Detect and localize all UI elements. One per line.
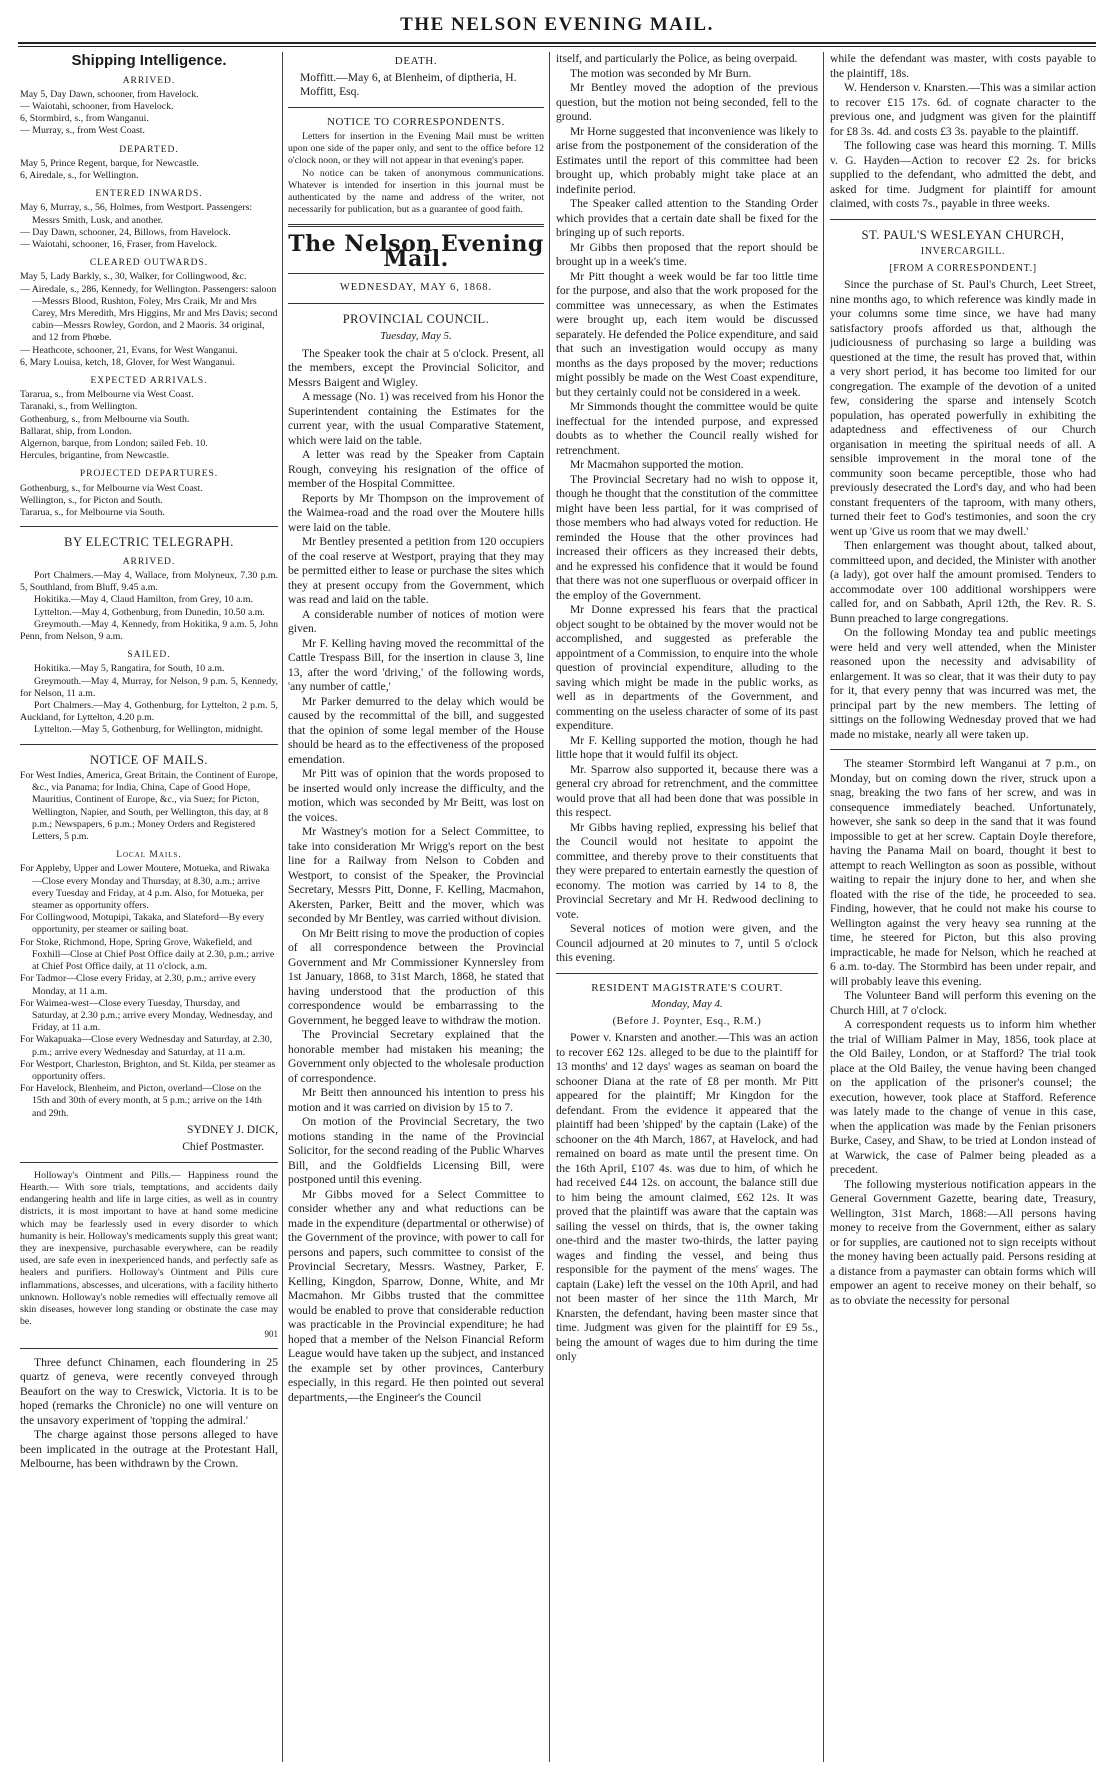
list-item: Gothenburg, s., for Melbourne via West Coast. [20,482,203,494]
telegraph-arrived-heading: ARRIVED. [122,556,176,567]
list-item: Greymouth.—May 4, Kennedy, from Hokitika, 9 a.m. 5, John Penn, from Nelson, 9 a.m. [20,618,278,642]
council-paragraph: The Provincial Secretary had no wish to oppose it, though he thought that the constitution of the committee might have been less partial, for it was comprised of those members who had always voted for reduction. He reminded the House that the other provinces had increased their officers as they increased their debts, and he expressed his confidence that it would be found that there was not one superfluous or overpaid officer in the employ of the Government. [556,472,818,602]
council-paragraph: Mr F. Kelling having moved the recommittal of the Cattle Trespass Bill, for the insertion in clause 3, line 13, after the word 'driving,' of the following words, 'any number of cattle,' [288,636,544,694]
list-item: Hercules, brigantine, from Newcastle. [20,450,170,462]
list-item: For Appleby, Upper and Lower Moutere, Motueka, and Riwaka—Close every Monday and Thursday, at 8.30, a.m.; arrive every Tuesday and Friday, at 4 p.m. Also, for Motueka, per steamer as opportunity offers. [20,863,270,912]
advert-ref: 901 [264,1329,278,1340]
local-mails-heading: Local Mails. [116,850,182,861]
section-divider [20,744,278,745]
list-item: For Stoke, Richmond, Hope, Spring Grove, Wakefield, and Foxhill—Close at Chief Post Office daily at 2.30, p.m.; arrive at Chief Post Office daily, at 11 o'clock, a.m. [20,936,275,973]
list-item: May 5, Day Dawn, schooner, from Havelock. [20,88,199,100]
list-item: 6, Stormbird, s., from Wanganui. [20,113,149,125]
council-paragraph: Mr Beitt then announced his intention to press his motion and it was carried on division by 15 to 7. [288,1086,544,1114]
council-paragraph: A message (No. 1) was received from his Honor the Superintendent containing the Estimates for the current year, with the usual Comparative Statement, which were laid on the table. [288,390,544,447]
newspaper-title: THE NELSON EVENING MAIL. [400,14,714,35]
list-item: — Heathcote, schooner, 21, Evans, for West Wanganui. [20,344,238,356]
list-item: For Collingwood, Motupipi, Takaka, and Slateford—By every opportunity, per steamer or sailing boat. [20,912,265,936]
court-date: Monday, May 4. [651,998,723,1010]
council-paragraph: Mr. Sparrow also supported it, because there was a general cry abroad for retrenchment, and the committee would prove that all had been done that was possible in this respect. [556,762,818,819]
shipping-cleared-heading: CLEARED OUTWARDS. [89,258,209,269]
council-heading: PROVINCIAL COUNCIL. [342,311,490,326]
list-item: For Havelock, Blenheim, and Picton, overland—Close on the 15th and 30th of every month, at 5 p.m.; arrive on the 14th and 29th. [20,1083,262,1119]
council-paragraph: Mr Macmahon supported the motion. [570,458,744,471]
section-divider [830,219,1096,220]
mails-heading: NOTICE OF MAILS. [89,752,209,767]
council-paragraph: The Provincial Secretary explained that the honorable member had mistaken his meaning; the Government only objected to the wholesale production of correspondence. [288,1028,544,1085]
list-item: For Westport, Charleston, Brighton, and St. Kilda, per steamer as opportunity offers. [20,1058,276,1082]
church-paragraph: On the following Monday tea and public meetings were held and very well attended, when the Minister reasoned upon the necessity and advisability of enlargement. It was so clear, that it was their duty to pay for it, that every penny that was incurred was met, the principal part by the new members. The letting of sittings on the following Wednesday proved that we had made no mistake, nearly all were taken up. [830,626,1096,741]
council-paragraph: Mr Wastney's motion for a Select Committee, to take into consideration Mr Wrigg's report on the best line for a Railway from Nelson to Cobden and Westport, to consist of the Speaker, the Provincial Secretary, Messrs Pitt, Donne, F. Kelling, Macmahon, Akersten, Parker, Beitt and the mover, which was seconded by Mr Bentley, was carried without division. [288,825,544,926]
council-paragraph: A letter was read by the Speaker from Captain Rough, conveying his resignation of the office of member of the Hospital Committee. [288,448,544,491]
masthead-rule [18,42,1096,47]
section-divider [288,224,544,227]
section-divider [20,1162,278,1163]
list-item: For Waimea-west—Close every Tuesday, Thursday, and Saturday, at 2.30 p.m.; arrive every Monday, Wednesday, and Friday, at 11 a.m. [20,997,273,1034]
council-paragraph: Mr Bentley moved the adoption of the previous question, but the motion not being seconded, fell to the ground. [556,81,818,123]
list-item: — Waiotahi, schooner, 16, Fraser, from Havelock. [20,238,218,250]
list-item: For Tadmor—Close every Friday, at 2.30, p.m.; arrive every Monday, at 11 a.m. [20,973,257,997]
nameplate: The Nelson Evening Mail. [288,231,544,272]
council-paragraph: Several notices of motion were given, and the Council adjourned at 20 minutes to 7, until 5 o'clock this evening. [556,922,818,964]
news-paragraph: A correspondent requests us to inform him whether the trial of William Palmer in May, 1856, took place at the Old Bailey, London, or at Stafford? The trial took place at the Old Bailey, the venue having been changed on the application of the prisoner's counsel; the execution, however, took place at Stafford. Reference was lately made to the change of venue in this case, when the application was made by the Fenian prisoners Burke, Casey, and Shaw, to be tried at London instead of at Warwick, the case of Palmer being pleaded as a precedent. [830,1018,1096,1176]
council-paragraph: Mr Bentley presented a petition from 120 occupiers of the coal reserve at Westport, praying that they may be permitted either to lease or purchase the sites which they at present occupy from the Government, which was read and laid on the table. [288,535,544,607]
section-divider [556,973,818,974]
shipping-entered-heading: ENTERED INWARDS. [95,189,203,200]
correspondents-text: Letters for insertion in the Evening Mail must be written upon one side of the paper only, and sent to the office before 12 o'clock noon, or they will not appear in that evening's paper. [288,131,544,167]
column-3 [556,52,818,1762]
list-item: — Day Dawn, schooner, 24, Billows, from Havelock. [20,226,231,238]
list-item: Port Chalmers.—May 4, Wallace, from Molyneux, 7.30 p.m. 5, Southland, from Bluff, 9.45 a.m. [20,569,278,594]
council-paragraph: itself, and particularly the Police, as being overpaid. [556,52,798,65]
list-item: For Wakapuaka—Close every Wednesday and Saturday, at 2.30, p.m.; arrive every Wednesday and Saturday, at 11 a.m. [20,1034,273,1058]
list-item: Taranaki, s., from Wellington. [20,401,138,413]
shipping-arrived-list [20,89,278,138]
column-1 [20,52,278,1762]
shipping-heading: Shipping Intelligence. [71,52,227,69]
shipping-departed-heading: DEPARTED. [119,144,179,155]
court-paragraph: while the defendant was master, with costs payable to the plaintiff, 18s. [830,52,1096,80]
list-item: Hokitika.—May 4, Claud Hamilton, from Grey, 10 a.m. [34,594,253,606]
church-heading: ST. PAUL'S WESLEYAN CHURCH, [861,227,1065,242]
list-item: Tararua, s., for Melbourne via South. [20,507,165,518]
telegraph-sailed-heading: SAILED. [127,650,171,661]
list-item: Wellington, s., for Picton and South. [20,494,163,506]
correspondents-text: No notice can be taken of anonymous communications. Whatever is intended for insertion in this journal must be authenticated by the name and address of the writer, not necessarily for publication, but as a guarantee of good faith. [288,167,544,216]
council-paragraph: Mr Donne expressed his fears that the practical object sought to be obtained by the mover would not be accomplished, and suggested as preferable the appointment of a Commission, to enquire into the whole question of provincial expenditure, alluding to the saving which might be made in the public works, as well as in departments of the Government, and commenting on the useless character of some of its past expenditure. [556,603,818,732]
court-paragraph: The following case was heard this morning. T. Mills v. G. Hayden—Action to recover £2 2s. for bricks supplied to the defendant, who admitted the debt, and asked for time. Judgment for plaintiff for amount claimed, with costs 7s., payable in three weeks. [830,139,1096,210]
list-item: — Murray, s., from West Coast. [20,125,145,137]
list-item: May 6, Murray, s., 56, Holmes, from Westport. Passengers: Messrs Smith, Lusk, and another. [20,202,253,226]
council-paragraph: Mr Horne suggested that inconvenience was likely to arise from the postponement of the consideration of the Estimates until the report of this committee had been brought up, which probably might take place at an indefinite period. [556,124,818,196]
list-item: Gothenburg, s., from Melbourne via South. [20,413,190,425]
council-paragraph: Mr Gibbs then proposed that the report should be brought up in a week's time. [556,240,818,268]
news-paragraph: The following mysterious notification appears in the General Government Gazette, bearing date, Treasury, Wellington, 31st March, 1868:—All persons having money to receive from the Government, either as salary or for supplies, are cautioned not to sign receipts without the money having been actually paid. Persons residing at a distance from a paymaster can obtain forms which will empower an agent to receive money on their behalf, so as to obviate the necessity for personal [830,1177,1096,1307]
column-2 [288,52,544,1762]
column-divider [282,52,283,1762]
list-item: Port Chalmers.—May 4, Gothenburg, for Lyttelton, 2 p.m. 5, Auckland, for Lyttelton, 4.20 p.m. [20,699,278,724]
news-paragraph: The Volunteer Band will perform this evening on the Church Hill, at 7 o'clock. [830,989,1096,1017]
council-paragraph: A considerable number of notices of motion were given. [288,607,544,636]
list-item: 6, Mary Louisa, ketch, 18, Glover, for West Wanganui. [20,356,235,368]
postmaster-title: Chief Postmaster. [182,1140,264,1154]
court-heading: RESIDENT MAGISTRATE'S COURT. [591,981,783,994]
council-paragraph: Mr F. Kelling supported the motion, though he had little hope that it would fulfil its object. [556,733,818,761]
shipping-arrived-heading: ARRIVED. [122,75,176,86]
section-divider [288,273,544,274]
section-divider [830,749,1096,750]
dateline: WEDNESDAY, MAY 6, 1868. [339,282,493,294]
church-paragraph: Then enlargement was thought about, talked about, committeed upon, and decided, the Minister with another (a lady), got over half the amount promised. Tenders to accommodate over 100 additional worshippers were called for, and on Sabbath, April 12th, the Rev. R. S. Bunn preached to large congregations. [830,539,1096,625]
court-paragraph: Power v. Knarsten and another.—This was an action to recover £62 12s. alleged to be due to the plaintiff for 13 months' and 12 days' wages as seaman on board the schooner Diana at the rate of £8 per month. Mr Pitt appeared for the plaintiff; Mr Kingdon for the defendant. From the evidence it appeared that the plaintiff had been 'shipped' by the captain (Lake) of the schooner on the 4th March, 1867, at Havelock, and had remained on board as mate until the present time. On the 16th April, £107 4s. was due to him, of which he had received £44 12s. on account, the balance still due to him being the amount claimed, £62 12s. It was proved that the plaintiff was aware that the captain was sailing the vessel on thirds, that is, the owner taking one-third and the master two-thirds, the latter paying wages and finding the vessel, and being thus responsible for the payment of the mens' wages. The captain (Lake) left the vessel on the 10th April, and had not been master of her since the 11th March, Mr Knarsten, the defendant, having been master since that time. Judgment was given for the plaintiff for £9 5s., being the amount of wages due to him during the time only [556,1031,818,1363]
list-item: Ballarat, ship, from London. [20,425,132,437]
column-divider [823,52,824,1762]
news-paragraph: The charge against those persons alleged to have been implicated in the outrage at the Protestant Hall, Melbourne, has been withdrawn by the Crown. [20,1428,278,1471]
council-paragraph: On Mr Beitt rising to move the production of copies of all correspondence between the Provincial Government and Mr Commissioner Kynnersley from 1st January, 1868, to 31st March, 1868, he stated that having understood that the production of this correspondence would be embarrassing to the Government, he begged leave to withdraw the motion. [288,926,544,1027]
list-item: May 5, Prince Regent, barque, for Newcastle. [20,157,200,169]
council-paragraph: Mr Pitt thought a week would be far too little time for the purpose, and also that the work proposed for the committee was unnecessary, as when the Estimates were brought up, each item would be discussed separately. He defended the Police expenditure, and said that such an investigation would occupy as many months as the days proposed by the mover; reductions might possibly be made on the West Coast expenditure, but they certainly could not be considered in a week. [556,269,818,399]
council-paragraph: The motion was seconded by Mr Burn. [570,66,752,80]
shipping-expected-heading: EXPECTED ARRIVALS. [90,375,208,386]
church-subheading: INVERCARGILL. [920,246,1006,257]
list-item: Lyttelton.—May 5, Gothenburg, for Wellington, midnight. [34,724,264,736]
list-item: Algernon, barque, from London; sailed Feb. 10. [20,437,208,449]
section-divider [20,526,278,527]
news-paragraph: The steamer Stormbird left Wanganui at 7 p.m., on Monday, but on coming down the river, struck upon a snag, breaking the two fans of her screw, and was in consequence immediately beached. Unfortunately, however, she sank so deep in the sand that it was found impossible to get at her screw. Captain Doyle therefore, having the Panama Mail on board, thought it best to attempt to reach Wellington as soon as possible, without waiting to repair the injury done to her, and when she floated with the rise of the tide, he proceeded to sea. Finding, however, that he could not make his course to Wellington against the very heavy sea running at the time, he steered for Picton, but this also proving impracticable, he made for Nelson, which he reached at 6 a.m. to-day. The Stormbird has been under repair, and will probably leave this evening. [830,757,1096,988]
council-paragraph: On motion of the Provincial Secretary, the two motions standing in the name of the Provincial Solicitor, for the second reading of the Public Wharves Bill, and the Goldfields Licensing Bill, were postponed until this evening. [288,1115,544,1187]
list-item: Lyttelton.—May 4, Gothenburg, from Dunedin, 10.50 a.m. [34,606,265,618]
council-paragraph: Mr Gibbs moved for a Select Committee to consider whether any and what reductions can be made in the expenditure (departmental or otherwise) of the Government of the province, with power to call for persons and papers, such committee to consist of the Provincial Secretary, Messrs. Wastney, Parker, F. Kelling, Kingdon, Sparrow, Donne, White, and Mr Macmahon. Mr Gibbs trusted that the committee would be enabled to prove that considerable reduction was practicable in the Provincial expenditure; he had hoped that a member of the Nelson Financial Reform League would have taken up the subject, and instanced the example set by other provinces, Canterbury especially, in this regard. He then pointed out several departments,—the Engineer's the Council [288,1187,544,1404]
council-paragraph: Reports by Mr Thompson on the improvement of the Waimea-road and the road over the Moutere hills were laid on the table. [288,491,544,534]
list-item: Tararua, s., from Melbourne via West Coast. [20,389,194,401]
list-item: Hokitika.—May 5, Rangatira, for South, 10 a.m. [34,663,225,675]
council-paragraph: Mr Gibbs having replied, expressing his belief that the Council would not hesitate to appoint the committee, and thereby prove to their constituents that they were prepared to entertain earnestly the question of economy. The motion was carried by 14 to 8, the Provincial Secretary and Mr H. Redwood declining to vote. [556,820,818,921]
court-magistrate: (Before J. Poynter, Esq., R.M.) [612,1015,762,1027]
telegraph-heading: BY ELECTRIC TELEGRAPH. [64,535,234,550]
list-item: Greymouth.—May 4, Murray, for Nelson, 9 p.m. 5, Kennedy, for Nelson, 11 a.m. [20,675,278,699]
section-divider [288,107,544,108]
mails-intro: For West Indies, America, Great Britain, the Continent of Europe, &c., via Panama; for India, China, Cape of Good Hope, Mauritius, Continent of Europe, &c., via Suez; for Picton, Wellington, Napier, and South, per Wellington, this day, at 8 p.m.; Newspapers, 6 p.m.; Money Orders and Registered Letters, 5 p.m. [20,770,278,843]
church-paragraph: Since the purchase of St. Paul's Church, Leet Street, nine months ago, to which reference was kindly made in your columns some time since, we have had many satisfactory proofs afforded us that, although the judiciousness of purchasing so large a building was questioned at the time, the result has proved that, within a very short period, it has become too limited for our congregation. The example of the devotion of a united few, considering the sparse and intensely Scotch population, has operated powerfully in exhibiting the adaptedness and effectiveness of our Church organisation in meeting the spiritual needs of all. A sensible improvement in the moral tone of the community soon became perceptible, those who had previously desecrated the Lord's day, and who had been constant frequenters of the taproom, with many others, turned their feet to God's testimonies, and soon the cry went up 'Give us room that we may dwell.' [830,278,1096,538]
church-byline: [FROM A CORRESPONDENT.] [889,262,1037,274]
column-4 [830,52,1096,1762]
section-divider [288,303,544,304]
council-paragraph: Mr Pitt was of opinion that the words proposed to be inserted would only increase the difficulty, and the motion, which was seconded by Mr Beitt, was lost on the voices. [288,767,544,824]
list-item: — Waiotahi, schooner, from Havelock. [20,100,174,112]
death-heading: DEATH. [394,55,438,67]
council-paragraph: Mr Simmonds thought the committee would be quite ineffectual for the intended purpose, and expressed doubts as to whether the Council really wished for retrenchment. [556,400,818,457]
council-date: Tuesday, May 5. [380,330,452,343]
shipping-projected-heading: PROJECTED DEPARTURES. [79,469,219,480]
list-item: 6, Airedale, s., for Wellington. [20,169,139,181]
council-paragraph: Mr Parker demurred to the delay which would be caused by the recommittal of the bill, and suggested that the opinion of some legal member of the House should be heard as to the effectiveness of the proposed emendation. [288,694,544,766]
holloway-advert: Holloway's Ointment and Pills.— Happiness round the Hearth.— With sore trials, temptations, and accidents daily endangering health and life in large cities, as well as in country districts, it is most important to have at hand some medicine which may be fearlessly used in every disorder to which humanity is heir. Holloway's medicaments supply this great want; they are inexpensive, purchasable everywhere, can be readily used, are safe even in inexperienced hands, and perfectly safe as healers and purifiers. Holloway's Ointment and Pills cure inflammations, abscesses, and ulcerations, with a facility hitherto unknown. Holloway's noble remedies will effectually remove all skin diseases, however long standing or obstinate the case may be. [20,1169,278,1328]
court-paragraph: W. Henderson v. Knarsten.—This was a similar action to recover £15 17s. 6d. of cognate character to the previous one, and judgment was given for the plaintiff for £8 3s. 4d. and costs £3 3s. payable to the plaintiff. [830,81,1096,138]
council-paragraph: The Speaker took the chair at 5 o'clock. Present, all the members, except the Provincial Solicitor, and Messrs Baigent and Wigley. [288,346,544,389]
news-paragraph: Three defunct Chinamen, each floundering in 25 quartz of geneva, were recently conveyed through Beaufort on the way to Creswick, Victoria. It is to be hoped (remarks the Chronicle) no one will venture on the unsavory experiment of 'topping the admiral.' [20,1355,278,1427]
list-item: — Airedale, s., 286, Kennedy, for Wellington. Passengers: saloon—Messrs Blood, Rushton, Foley, Mrs Craik, Mr and Mrs Carey, Mrs Meredith, Mrs Higgins, Mr and Mrs Davis; second cabin—Messrs Rowley, Gordon, and 2 Maoris. 34 original, and 12 from Phœbe. [20,283,278,344]
council-paragraph: The Speaker called attention to the Standing Order which provides that a certain date shall be fixed for the bringing up of such reports. [556,197,818,239]
death-notice: Moffitt.—May 6, at Blenheim, of diptheria, H. Moffitt, Esq. [300,70,517,98]
masthead [0,0,1114,44]
column-divider [549,52,550,1762]
postmaster-signature: SYDNEY J. DICK, [186,1122,278,1136]
section-divider [20,1348,278,1349]
correspondents-heading: NOTICE TO CORRESPONDENTS. [326,115,506,128]
list-item: May 5, Lady Barkly, s., 30, Walker, for Collingwood, &c. [20,271,247,283]
